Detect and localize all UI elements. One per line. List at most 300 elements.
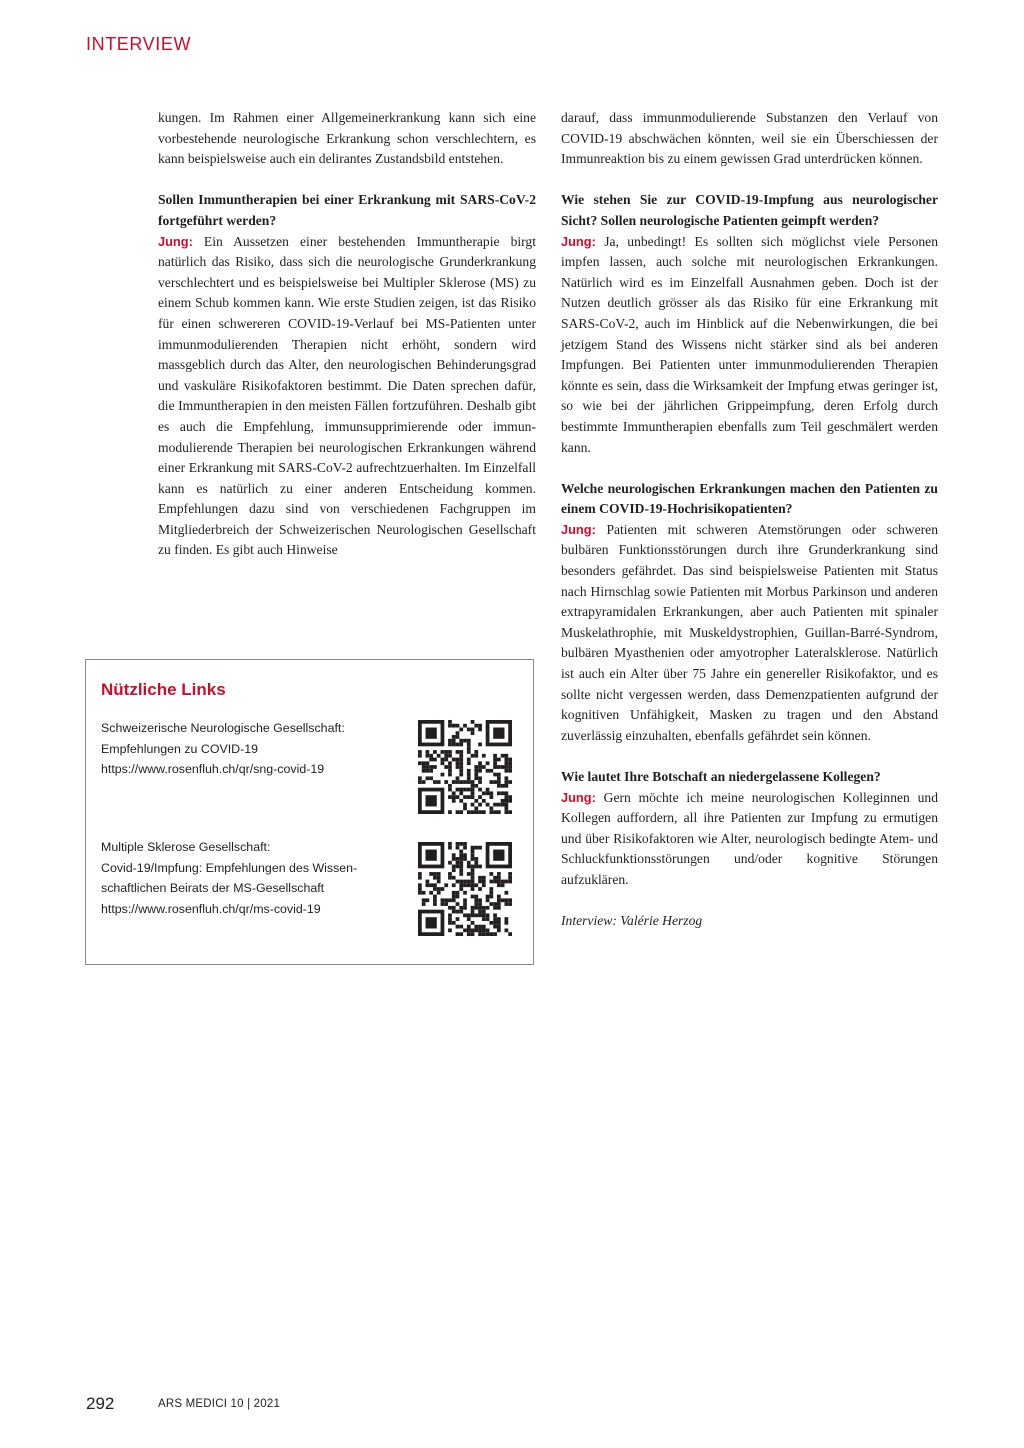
qr-module [433, 758, 437, 762]
qr-module [467, 758, 471, 762]
qr-module [467, 788, 471, 792]
qr-module [501, 883, 505, 887]
qr-module [418, 872, 422, 876]
qr-module [474, 754, 478, 758]
qr-module [504, 761, 508, 765]
qr-module [493, 917, 497, 921]
qr-module [463, 891, 467, 895]
qr-module [474, 799, 478, 803]
qr-module [508, 876, 512, 880]
link-entry-sng [101, 718, 391, 780]
qr-module [456, 724, 460, 728]
qr-module [486, 928, 490, 932]
page-number: 292 [86, 1394, 115, 1413]
qr-module [474, 902, 478, 906]
qr-module [459, 925, 463, 929]
qr-module [497, 784, 501, 788]
qr-module [471, 731, 475, 735]
qr-module [422, 765, 426, 769]
qr-module [433, 883, 437, 887]
interview-question: Sollen Immuntherapien bei einer Erkrankung mit SARS-CoV-2 fortgeführt werden? [158, 192, 536, 228]
qr-module [433, 750, 437, 754]
qr-module [459, 842, 463, 846]
qr-module [463, 880, 467, 884]
qr-module [452, 895, 456, 899]
qr-module [467, 883, 471, 887]
qr-module [478, 724, 482, 728]
qr-module [452, 891, 456, 895]
qr-module [422, 898, 426, 902]
qr-module [463, 846, 467, 850]
qr-module [456, 765, 460, 769]
qr-module [467, 743, 471, 747]
qr-module [508, 799, 512, 803]
qr-module [504, 780, 508, 784]
qr-module [489, 795, 493, 799]
qr-module [422, 891, 426, 895]
qr-module [463, 803, 467, 807]
qr-code-icon [418, 842, 512, 936]
qr-module [471, 921, 475, 925]
qr-module [504, 902, 508, 906]
qr-module [441, 758, 445, 762]
qr-module [482, 883, 486, 887]
qr-module [444, 750, 448, 754]
qr-module [504, 791, 508, 795]
qr-module [452, 876, 456, 880]
qr-module [426, 880, 430, 884]
qr-module [493, 780, 497, 784]
qr-code-graphic [418, 720, 512, 814]
qr-module [448, 842, 452, 846]
qr-module [497, 902, 501, 906]
qr-module [482, 906, 486, 910]
qr-module [471, 857, 475, 861]
qr-module [474, 784, 478, 788]
link-org: Multiple Sklerose Gesellschaft: [101, 840, 271, 854]
qr-module [482, 791, 486, 795]
qr-module [463, 795, 467, 799]
speaker-label: Jung: [561, 789, 596, 805]
qr-module [493, 932, 497, 936]
qr-module [452, 921, 456, 925]
qr-module [448, 913, 452, 917]
qr-module [508, 898, 512, 902]
qr-module [463, 902, 467, 906]
qr-module [497, 921, 501, 925]
qr-module [459, 750, 463, 754]
qr-module [433, 872, 437, 876]
qr-module [459, 880, 463, 884]
qr-module [426, 776, 430, 780]
qr-module [504, 898, 508, 902]
paragraph: kungen. Im Rahmen einer Allgemeinerkrankung kann sich eine vorbestehende neurologische Erkrankung schon verschlechtern, es kann beispielsweise auch ein delirantes Zustandsbild entstehen. [158, 110, 536, 167]
qr-module [478, 913, 482, 917]
qr-module [478, 788, 482, 792]
qr-module [452, 883, 456, 887]
qr-module [459, 780, 463, 784]
qr-module [471, 791, 475, 795]
qr-module [456, 776, 460, 780]
qr-module [471, 810, 475, 814]
qr-module [433, 876, 437, 880]
qr-module [504, 810, 508, 814]
qr-module [456, 865, 460, 869]
qr-module [478, 928, 482, 932]
qr-module [444, 902, 448, 906]
qr-module [474, 769, 478, 773]
qr-module [448, 750, 452, 754]
qr-module [456, 731, 460, 735]
qr-module [459, 799, 463, 803]
qr-module [459, 761, 463, 765]
qr-module [497, 872, 501, 876]
speaker-label: Jung: [561, 521, 596, 537]
qr-module [482, 799, 486, 803]
qr-module [471, 754, 475, 758]
qr-module [489, 872, 493, 876]
qr-module [486, 769, 490, 773]
qr-module [429, 872, 433, 876]
qr-module [437, 872, 441, 876]
qr-module [471, 932, 475, 936]
qr-module [448, 773, 452, 777]
qr-module [486, 898, 490, 902]
qr-module [418, 876, 422, 880]
qr-module [497, 780, 501, 784]
qr-module [433, 898, 437, 902]
qr-module [474, 865, 478, 869]
qr-module [452, 799, 456, 803]
qr-module [456, 846, 460, 850]
qr-module [456, 880, 460, 884]
qr-module [459, 906, 463, 910]
link-url[interactable]: https://www.rosenfluh.ch/qr/sng-covid-19 [101, 762, 325, 776]
qr-module [497, 776, 501, 780]
qr-module [448, 720, 452, 724]
qr-module [426, 883, 430, 887]
qr-module [474, 861, 478, 865]
qr-module [471, 895, 475, 899]
qr-module [441, 898, 445, 902]
qr-module [448, 739, 452, 743]
qr-module [478, 902, 482, 906]
qr-module [501, 754, 505, 758]
qr-module [452, 906, 456, 910]
qr-module [452, 724, 456, 728]
section-label: INTERVIEW [86, 34, 192, 54]
qr-module [448, 784, 452, 788]
qr-module [441, 761, 445, 765]
qr-module [433, 887, 437, 891]
qr-module [463, 906, 467, 910]
qr-module [463, 928, 467, 932]
qr-module [448, 788, 452, 792]
qr-module [448, 761, 452, 765]
qr-module [508, 765, 512, 769]
qr-module [467, 913, 471, 917]
qr-module [504, 806, 508, 810]
qr-module [452, 739, 456, 743]
qr-module [508, 758, 512, 762]
qr-module [433, 765, 437, 769]
qr-module [497, 883, 501, 887]
links-box-title: Nützliche Links [101, 680, 226, 699]
speaker-label: Jung: [561, 233, 596, 249]
qr-module [478, 925, 482, 929]
qr-module [452, 780, 456, 784]
qr-module [463, 883, 467, 887]
qr-module [422, 769, 426, 773]
qr-module [459, 850, 463, 854]
qr-module [456, 810, 460, 814]
qr-module [429, 765, 433, 769]
qr-module [437, 780, 441, 784]
qr-module [429, 776, 433, 780]
qr-module [429, 769, 433, 773]
qr-module [448, 846, 452, 850]
qr-module [459, 758, 463, 762]
answer-text: Gern möchte ich meine neurologischen Kolleginnen und Kollegen auffordern, all ihre Patienten zur Impfung zu ermutigen und über Risikofaktoren wie Alter, neurologisch bedingte Atem- und Schluckfunktionsstörungen und/oder kognitive Störungen aufzuklären. [561, 789, 938, 887]
qr-module [474, 898, 478, 902]
qr-module [456, 861, 460, 865]
link-description: Empfehlungen zu COVID-19 [101, 741, 259, 756]
qr-module [474, 773, 478, 777]
qr-module [452, 857, 456, 861]
interview-question: Welche neurologischen Erkrankungen machen den Patienten zu einem COVID-19-Hochrisikopatienten? [561, 480, 938, 517]
qr-module [471, 868, 475, 872]
qr-module [467, 761, 471, 765]
qr-module [459, 743, 463, 747]
qr-module [463, 780, 467, 784]
qr-module [456, 758, 460, 762]
qr-module [459, 883, 463, 887]
qr-module [508, 761, 512, 765]
qr-module [482, 913, 486, 917]
right-column [561, 108, 938, 932]
qr-module [426, 769, 430, 773]
qr-module [459, 810, 463, 814]
qr-module [493, 925, 497, 929]
qr-module [508, 932, 512, 936]
qr-module [478, 810, 482, 814]
qr-module [508, 872, 512, 876]
qr-module [489, 902, 493, 906]
qr-module [471, 784, 475, 788]
qr-module [493, 758, 497, 762]
speaker-label: Jung: [158, 233, 193, 249]
qr-module [467, 780, 471, 784]
qr-module [456, 895, 460, 899]
qr-module [467, 776, 471, 780]
qr-module [441, 773, 445, 777]
qr-module [467, 932, 471, 936]
qr-module [418, 887, 422, 891]
qr-module [459, 857, 463, 861]
qr-module [467, 880, 471, 884]
qr-module [463, 788, 467, 792]
qr-module [471, 906, 475, 910]
qr-module [463, 857, 467, 861]
left-column [158, 108, 536, 561]
qr-module [478, 765, 482, 769]
qr-module [448, 795, 452, 799]
qr-module [471, 928, 475, 932]
qr-module [504, 803, 508, 807]
qr-module [489, 891, 493, 895]
qr-module [418, 883, 422, 887]
qr-module [456, 780, 460, 784]
qr-module [474, 857, 478, 861]
qr-module [459, 765, 463, 769]
qr-module [504, 754, 508, 758]
qr-code-graphic [418, 842, 512, 936]
qr-module [486, 895, 490, 899]
qr-module [493, 906, 497, 910]
qr-module [459, 791, 463, 795]
qr-module [456, 891, 460, 895]
qr-module [486, 761, 490, 765]
qr-module [422, 761, 426, 765]
qr-module [459, 868, 463, 872]
qr-module [471, 803, 475, 807]
qr-module [489, 791, 493, 795]
qr-module [467, 769, 471, 773]
interview-question: Wie lautet Ihre Botschaft an niedergelassene Kollegen? [561, 769, 881, 784]
qr-module [459, 739, 463, 743]
qr-module [504, 776, 508, 780]
qr-module [497, 758, 501, 762]
qr-module [437, 891, 441, 895]
qr-module [422, 902, 426, 906]
qr-module [448, 928, 452, 932]
qr-module [456, 902, 460, 906]
qr-module [489, 880, 493, 884]
qr-module [437, 880, 441, 884]
qr-module [504, 765, 508, 769]
qr-module [426, 750, 430, 754]
qr-module [493, 876, 497, 880]
qr-module [478, 776, 482, 780]
qr-module [478, 728, 482, 732]
qr-module [478, 887, 482, 891]
qr-module [426, 754, 430, 758]
qr-module [471, 780, 475, 784]
journal-info: ARS MEDICI 10 | 2021 [158, 1398, 281, 1410]
qr-module [452, 735, 456, 739]
qr-module [448, 754, 452, 758]
qr-module [441, 750, 445, 754]
qr-module [467, 865, 471, 869]
qr-module [456, 910, 460, 914]
interview-answer [561, 520, 938, 747]
qr-module [467, 746, 471, 750]
qr-module [441, 887, 445, 891]
link-url[interactable]: https://www.rosenfluh.ch/qr/ms-covid-19 [101, 901, 321, 916]
qr-module [456, 932, 460, 936]
qr-module [482, 765, 486, 769]
qr-module [437, 754, 441, 758]
qr-module [471, 887, 475, 891]
qr-module [474, 750, 478, 754]
qr-module [471, 728, 475, 732]
qr-module [467, 810, 471, 814]
qr-module [448, 872, 452, 876]
qr-module [467, 925, 471, 929]
qr-module [471, 913, 475, 917]
qr-module [489, 769, 493, 773]
qr-module [459, 887, 463, 891]
qr-module [497, 810, 501, 814]
qr-module [471, 846, 475, 850]
qr-module [456, 750, 460, 754]
qr-module [418, 891, 422, 895]
qr-module [504, 921, 508, 925]
qr-module [467, 739, 471, 743]
qr-module [459, 788, 463, 792]
qr-module [459, 853, 463, 857]
qr-module [508, 902, 512, 906]
qr-module [459, 872, 463, 876]
qr-module [474, 906, 478, 910]
qr-module [478, 846, 482, 850]
qr-module [493, 773, 497, 777]
qr-module [463, 898, 467, 902]
qr-module [444, 780, 448, 784]
qr-module [433, 902, 437, 906]
link-org: Schweizerische Neurologische Gesellschaft: [101, 721, 345, 735]
qr-module [441, 902, 445, 906]
qr-module [452, 865, 456, 869]
qr-module [474, 925, 478, 929]
qr-module [471, 883, 475, 887]
qr-module [456, 857, 460, 861]
qr-module [478, 743, 482, 747]
qr-module [422, 780, 426, 784]
qr-module [463, 806, 467, 810]
qr-module [482, 810, 486, 814]
qr-module [489, 932, 493, 936]
qr-module [504, 891, 508, 895]
qr-module [508, 880, 512, 884]
qr-module [482, 754, 486, 758]
qr-module [467, 861, 471, 865]
qr-code-icon [418, 720, 512, 814]
qr-module [456, 842, 460, 846]
qr-module [482, 925, 486, 929]
qr-module [478, 910, 482, 914]
qr-module [459, 910, 463, 914]
qr-module [497, 925, 501, 929]
qr-module [493, 880, 497, 884]
qr-module [474, 776, 478, 780]
qr-module [493, 810, 497, 814]
qr-module [459, 769, 463, 773]
qr-module [456, 761, 460, 765]
qr-module [426, 765, 430, 769]
qr-module [463, 724, 467, 728]
qr-module [444, 758, 448, 762]
qr-module [482, 876, 486, 880]
qr-module [463, 853, 467, 857]
qr-module [463, 913, 467, 917]
qr-module [474, 928, 478, 932]
qr-module [437, 876, 441, 880]
qr-module [467, 795, 471, 799]
qr-module [444, 765, 448, 769]
qr-module [467, 928, 471, 932]
qr-module [482, 928, 486, 932]
